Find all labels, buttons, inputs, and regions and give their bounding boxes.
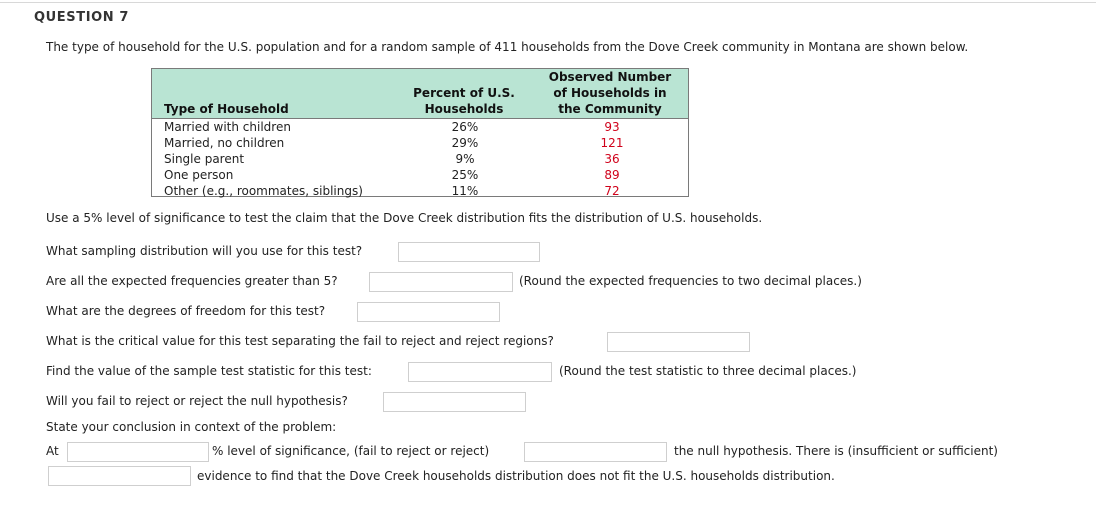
prompt-conclusion: State your conclusion in context of the problem: (46, 420, 337, 434)
conclusion-after-text: the null hypothesis. There is (insufficient or sufficient) (674, 444, 998, 458)
decision-input[interactable] (383, 392, 526, 412)
header-observed-line1: Observed Number (548, 70, 672, 84)
sampling-distribution-input[interactable] (398, 242, 540, 262)
row-type: One person (164, 168, 234, 182)
critical-value-input[interactable] (607, 332, 750, 352)
test-statistic-input[interactable] (408, 362, 552, 382)
question-title: QUESTION 7 (34, 10, 130, 25)
prompt-sampling-distribution: What sampling distribution will you use for this test? (46, 244, 363, 258)
prompt-expected-frequencies: Are all the expected frequencies greater than 5? (46, 274, 338, 288)
conclusion-at-label: At (46, 444, 59, 458)
conclusion-decision-input[interactable] (524, 442, 667, 462)
row-observed: 89 (604, 168, 620, 182)
header-percent (402, 85, 526, 117)
header-type: Type of Household (164, 102, 289, 116)
header-percent-line2: Households (424, 102, 504, 116)
expected-frequencies-note: (Round the expected frequencies to two decimal places.) (519, 274, 862, 288)
header-observed (536, 69, 684, 117)
top-divider (0, 2, 1096, 3)
expected-frequencies-input[interactable] (369, 272, 513, 292)
question-intro: The type of household for the U.S. population and for a random sample of 411 households from the Dove Creek community in Montana are shown below. (46, 40, 969, 54)
header-percent-line1: Percent of U.S. (413, 86, 515, 100)
row-percent: 9% (455, 152, 475, 166)
header-observed-line3: the Community (558, 102, 662, 116)
header-observed-line2: of Households in (553, 86, 667, 100)
conclusion-evidence-input[interactable] (48, 466, 191, 486)
row-type: Other (e.g., roommates, siblings) (164, 184, 363, 198)
prompt-test-statistic: Find the value of the sample test statistic for this test: (46, 364, 372, 378)
row-type: Married, no children (164, 136, 285, 150)
row-percent: 29% (451, 136, 479, 150)
row-observed: 121 (600, 136, 624, 150)
row-type: Single parent (164, 152, 245, 166)
prompt-critical-value: What is the critical value for this test separating the fail to reject and reject regions? (46, 334, 554, 348)
conclusion-mid-text: % level of significance, (fail to reject or reject) (212, 444, 490, 458)
conclusion-significance-input[interactable] (67, 442, 209, 462)
prompt-degrees-of-freedom: What are the degrees of freedom for this test? (46, 304, 326, 318)
test-statistic-note: (Round the test statistic to three decimal places.) (559, 364, 857, 378)
row-observed: 93 (604, 120, 620, 134)
row-percent: 25% (451, 168, 479, 182)
row-observed: 72 (604, 184, 620, 198)
conclusion-end-text: evidence to find that the Dove Creek households distribution does not fit the U.S. households distribution. (197, 469, 835, 483)
claim-text: Use a 5% level of significance to test the claim that the Dove Creek distribution fits the distribution of U.S. households. (46, 211, 763, 225)
prompt-decision: Will you fail to reject or reject the null hypothesis? (46, 394, 348, 408)
household-table (151, 68, 689, 197)
row-percent: 26% (451, 120, 479, 134)
degrees-of-freedom-input[interactable] (357, 302, 500, 322)
table-header (152, 69, 688, 119)
row-type: Married with children (164, 120, 291, 134)
row-percent: 11% (451, 184, 479, 198)
row-observed: 36 (604, 152, 620, 166)
